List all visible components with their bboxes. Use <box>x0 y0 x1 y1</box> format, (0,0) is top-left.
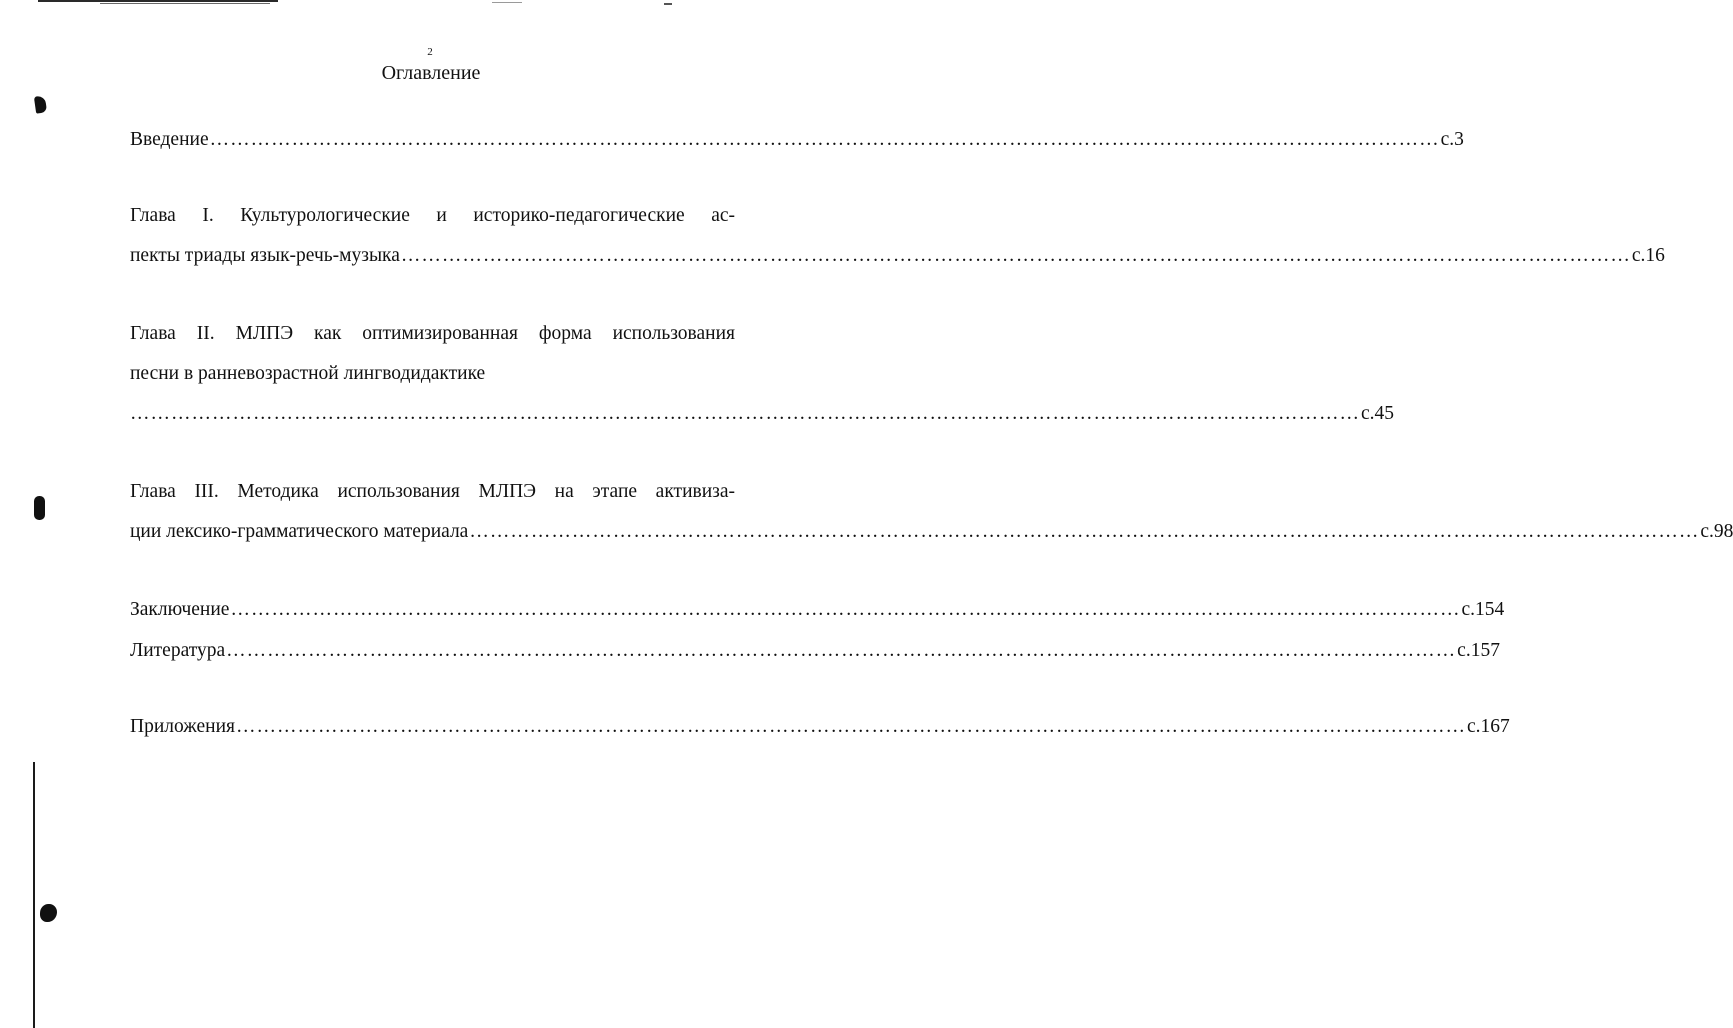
toc-page-ref: с.98 <box>1700 521 1733 542</box>
binder-hole-mark <box>40 904 57 922</box>
toc-entry-literature[interactable] <box>130 631 1500 671</box>
toc-page-ref: с.16 <box>1631 245 1665 266</box>
toc-page-ref: с.167 <box>1466 716 1510 737</box>
scan-artifact-dash <box>492 2 522 3</box>
toc-entry-title: Глава I. Культурологические и историко-педагогические ас- <box>130 205 735 226</box>
dot-leader: ……………………………………………………………………………………………………………………………………………………………… <box>230 599 1461 620</box>
toc-entry-title: Приложения <box>130 716 235 737</box>
scan-artifact-line <box>38 0 278 2</box>
toc-entry-title: Литература <box>130 640 226 661</box>
toc-page-ref: с.157 <box>1457 640 1500 661</box>
dot-leader: ……………………………………………………………………………………………………………………………………………………………… <box>469 521 1700 542</box>
toc-entry-title-continued: пекты триады язык-речь-музыка <box>130 245 400 266</box>
dot-leader: ……………………………………………………………………………………………………………………………………………………………… <box>130 403 1360 424</box>
toc-page-ref: с.154 <box>1461 599 1505 620</box>
dot-leader: ……………………………………………………………………………………………………………………………………………………………… <box>235 716 1466 737</box>
dot-leader: ……………………………………………………………………………………………………………………………………………………………… <box>400 245 1631 266</box>
toc-entry-chapter-3[interactable] <box>130 472 1733 552</box>
scan-artifact-border <box>33 762 35 1028</box>
toc-entry-chapter-1[interactable] <box>130 196 1665 276</box>
binder-hole-mark <box>34 95 47 113</box>
toc-page-ref: с.3 <box>1440 129 1464 150</box>
toc-entry-title: Глава III. Методика использования МЛПЭ на этапе активиза- <box>130 481 735 502</box>
dot-leader: ……………………………………………………………………………………………………………………………………………………………… <box>209 129 1440 150</box>
toc-entry-title: Введение <box>130 129 209 150</box>
page-number: 2 <box>427 46 433 58</box>
scan-artifact-line <box>100 3 270 4</box>
toc-entry-title-continued: ции лексико-грамматического материала <box>130 521 469 542</box>
toc-entry-title-continued: песни в ранневозрастной лингводидактике <box>130 363 486 384</box>
toc-entry-appendices[interactable] <box>130 707 1510 747</box>
scan-artifact-dash <box>664 3 672 5</box>
toc-page-ref: с.45 <box>1361 403 1395 424</box>
toc-entry-title: Глава II. МЛПЭ как оптимизированная форма использования <box>130 323 735 344</box>
page-title: Оглавление <box>381 62 481 84</box>
dot-leader: ……………………………………………………………………………………………………………………………………………………………… <box>226 640 1457 661</box>
binder-hole-mark <box>34 496 45 520</box>
toc-entry-conclusion[interactable] <box>130 590 1505 630</box>
toc-entry-intro[interactable] <box>130 120 1464 160</box>
toc-entry-chapter-2[interactable] <box>130 314 1395 434</box>
toc-entry-title: Заключение <box>130 599 230 620</box>
